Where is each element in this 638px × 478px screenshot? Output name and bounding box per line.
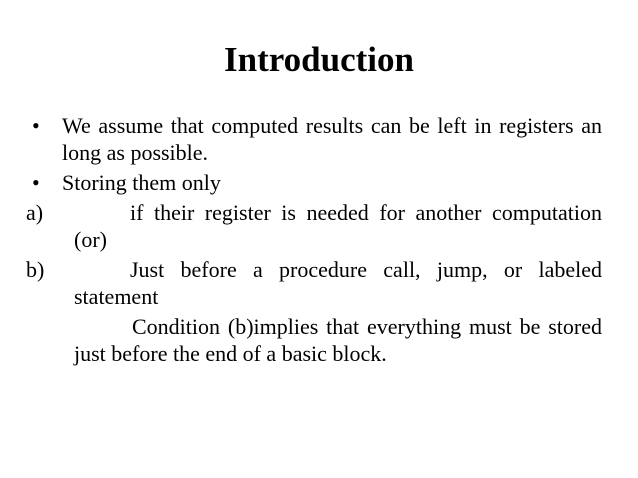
bullet-text: We assume that computed results can be left in registers an long as possible. <box>62 113 602 165</box>
slide-title: Introduction <box>224 40 414 79</box>
condition-item-b <box>26 256 602 310</box>
slide-body <box>26 112 602 367</box>
condition-marker: b) <box>26 257 45 282</box>
condition-marker: a) <box>26 200 44 225</box>
bullet-marker: • <box>32 170 40 195</box>
condition-note: Condition (b)implies that everything must be stored just before the end of a basic block. <box>74 314 602 366</box>
bullet-item <box>26 112 602 166</box>
condition-text: Just before a procedure call, jump, or labeled statement <box>74 257 602 309</box>
bullet-item <box>26 169 602 196</box>
condition-text: if their register is needed for another computation (or) <box>74 200 602 252</box>
bullet-marker: • <box>32 113 40 138</box>
condition-item-a <box>26 199 602 253</box>
bullet-text: Storing them only <box>62 170 221 195</box>
